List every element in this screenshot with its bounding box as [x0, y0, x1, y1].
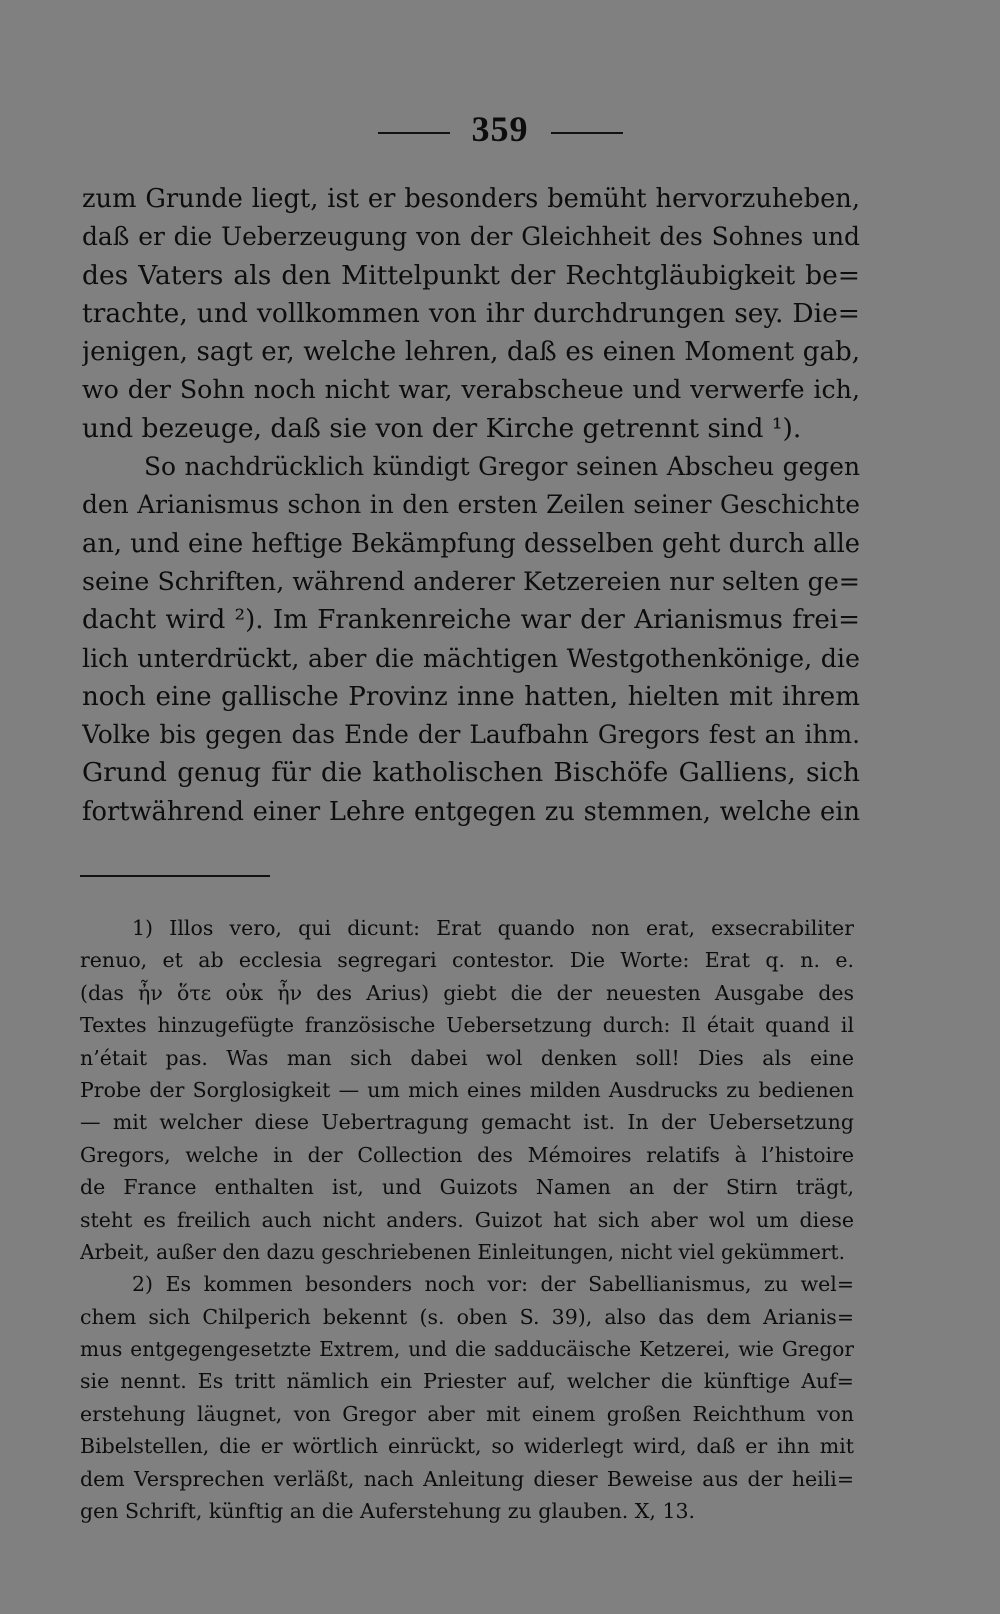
- footnote-line: mus entgegengesetzte Extrem, und die sadducäische Ketzerei, wie Gregor: [80, 1337, 854, 1362]
- page-number: 359: [471, 109, 529, 149]
- body-line: lich unterdrückt, aber die mächtigen Westgothenkönige, die: [82, 643, 860, 673]
- footnote-line: Arbeit, außer den dazu geschriebenen Einleitungen, nicht viel gekümmert.: [80, 1239, 845, 1264]
- header-dash-right: [551, 132, 623, 134]
- page-header: [0, 108, 1000, 150]
- body-line: dacht wird ²). Im Frankenreiche war der Arianismus frei=: [82, 605, 860, 636]
- footnote-line: n’était pas. Was man sich dabei wol denken soll! Dies als eine: [80, 1045, 854, 1070]
- footnotes: [80, 912, 854, 1527]
- body-line: wo der Sohn noch nicht war, verabscheue und verwerfe ich,: [82, 375, 860, 405]
- footnote-line: gen Schrift, künftig an die Auferstehung zu glauben. X, 13.: [80, 1499, 696, 1524]
- footnote-line: steht es freilich auch nicht anders. Guizot hat sich aber wol um diese: [80, 1207, 854, 1232]
- footnote-line: 1) Illos vero, qui dicunt: Erat quando non erat, exsecrabiliter: [132, 916, 854, 940]
- body-line: den Arianismus schon in den ersten Zeilen seiner Geschichte: [82, 490, 860, 520]
- body-line: jenigen, sagt er, welche lehren, daß es einen Moment gab,: [82, 337, 860, 368]
- footnote-line: erstehung läugnet, von Gregor aber mit einem großen Reichthum von: [80, 1401, 854, 1426]
- body-line: So nachdrücklich kündigt Gregor seinen Abscheu gegen: [144, 452, 860, 482]
- footnote-line: (das ἦν ὅτε οὐκ ἦν des Arius) giebt die der neuesten Ausgabe des: [80, 980, 854, 1005]
- main-text: [82, 180, 860, 831]
- footnote-line: Probe der Sorglosigkeit — um mich eines milden Ausdrucks zu bedienen: [80, 1077, 854, 1102]
- footnote-line: de France enthalten ist, und Guizots Namen an der Stirn trägt,: [80, 1175, 854, 1200]
- body-line: trachte, und vollkommen von ihr durchdrungen sey. Die=: [82, 297, 860, 329]
- footnote-line: dem Versprechen verläßt, nach Anleitung dieser Beweise aus der heili=: [80, 1466, 854, 1491]
- header-dash-left: [378, 132, 450, 134]
- footnote-line: sie nennt. Es tritt nämlich ein Priester auf, welcher die künftige Auf=: [80, 1369, 854, 1394]
- footnote-rule: [80, 875, 270, 877]
- body-line: und bezeuge, daß sie von der Kirche getrennt sind ¹).: [82, 412, 802, 444]
- body-line: daß er die Ueberzeugung von der Gleichheit des Sohnes und: [82, 222, 860, 252]
- body-line: Grund genug für die katholischen Bischöfe Galliens, sich: [82, 757, 860, 789]
- footnote-line: Bibelstellen, die er wörtlich einrückt, so widerlegt wird, daß er ihn mit: [80, 1434, 854, 1459]
- body-line: fortwährend einer Lehre entgegen zu stemmen, welche ein: [82, 796, 860, 827]
- footnote-line: Gregors, welche in der Collection des Mémoires relatifs à l’histoire: [80, 1142, 854, 1167]
- body-line: zum Grunde liegt, ist er besonders bemüht hervorzuheben,: [82, 184, 860, 214]
- footnote-line: chem sich Chilperich bekennt (s. oben S. 39), also das dem Arianis=: [80, 1304, 854, 1329]
- body-line: Volke bis gegen das Ende der Laufbahn Gregors fest an ihm.: [82, 720, 860, 750]
- body-line: an, und eine heftige Bekämpfung desselben geht durch alle: [82, 528, 860, 559]
- footnote-line: renuo, et ab ecclesia segregari contestor. Die Worte: Erat q. n. e.: [80, 948, 854, 973]
- body-line: noch eine gallische Provinz inne hatten, hielten mit ihrem: [82, 681, 860, 712]
- body-line: seine Schriften, während anderer Ketzereien nur selten ge=: [82, 566, 860, 596]
- footnote-line: 2) Es kommen besonders noch vor: der Sabellianismus, zu wel=: [132, 1272, 854, 1297]
- footnote-line: — mit welcher diese Uebertragung gemacht ist. In der Uebersetzung: [80, 1110, 854, 1135]
- footnote-line: Textes hinzugefügte französische Uebersetzung durch: Il était quand il: [80, 1013, 854, 1038]
- body-line: des Vaters als den Mittelpunkt der Rechtgläubigkeit be=: [82, 259, 860, 291]
